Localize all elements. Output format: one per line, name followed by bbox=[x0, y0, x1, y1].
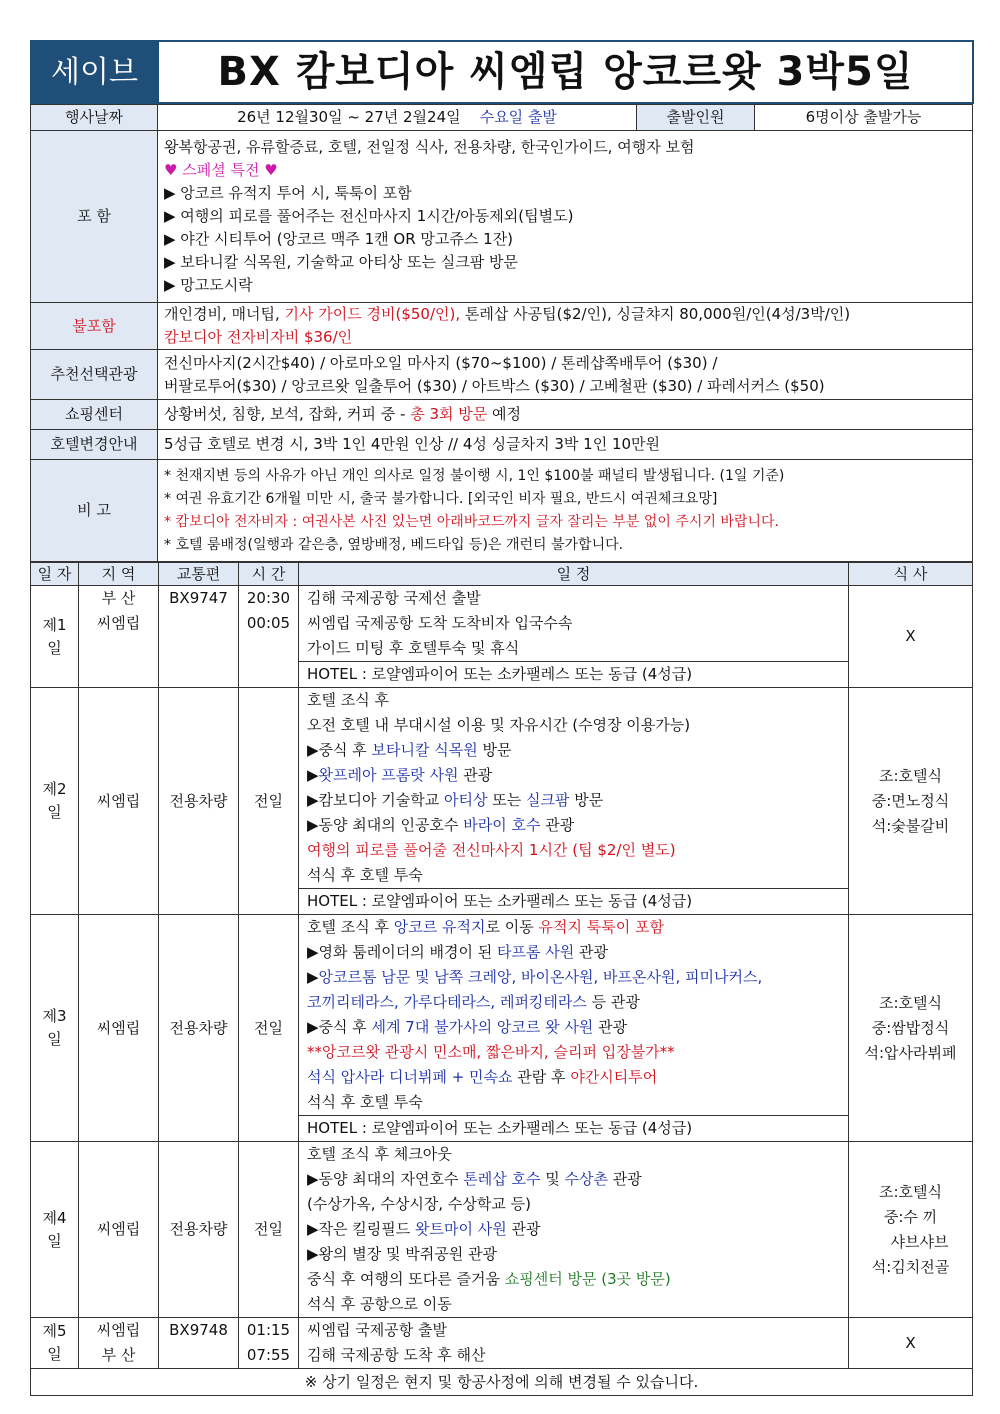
region: 씨엠립 bbox=[79, 915, 159, 1142]
shopping-label: 쇼핑센터 bbox=[31, 400, 158, 430]
brand-logo: 세이브 bbox=[31, 41, 158, 103]
optional-tour-label: 추천선택관광 bbox=[31, 350, 158, 400]
people-value: 6명이상 출발가능 bbox=[755, 105, 973, 131]
hotel-change-label: 호텔변경안내 bbox=[31, 430, 158, 460]
day-row-1 bbox=[31, 586, 973, 688]
col-meal: 식 사 bbox=[849, 563, 973, 586]
col-region: 지 역 bbox=[79, 563, 159, 586]
people-label: 출발인원 bbox=[637, 105, 755, 131]
include-list: 왕복항공권, 유류할증료, 호텔, 전일정 식사, 전용차량, 한국인가이드, 여행자 보험 ♥ 스페셜 특전 ♥ ▶ 앙코르 유적지 투어 시, 툭툭이 포함 ▶ 여행의 피로를 풀어주는 전신마사지 1시간/아동제외(팁별도) ▶ 야간 시티투어 (앙코르 맥주 1캔 OR 망고쥬스 1잔) ▶ 보타니칼 식목원, 기술학교 아티상 또는 실크팜 방문 ▶ 망고도시락 bbox=[158, 131, 973, 303]
header-table bbox=[30, 40, 974, 104]
region: 씨엠립 bbox=[79, 1142, 159, 1318]
hotel-info: HOTEL : 로얄엠파이어 또는 소카팰레스 또는 동급 (4성급) bbox=[299, 1115, 848, 1141]
transport: BX9747 bbox=[159, 586, 239, 688]
meal: X bbox=[849, 1318, 973, 1369]
day-row-3 bbox=[31, 915, 973, 1142]
itinerary: 씨엠립 국제공항 출발 김해 국제공항 도착 후 해산 bbox=[299, 1318, 849, 1369]
time: 01:15 07:55 bbox=[239, 1318, 299, 1369]
meal: X bbox=[849, 586, 973, 688]
day-label: 제5일 bbox=[31, 1318, 79, 1369]
hotel-info: HOTEL : 로얄엠파이어 또는 소카팰레스 또는 동급 (4성급) bbox=[299, 661, 848, 687]
col-time: 시 간 bbox=[239, 563, 299, 586]
exclude-text: 개인경비, 매너팁, 기사 가이드 경비($50/인), 톤레삽 사공팁($2/인), 싱글챠지 80,000원/인(4성/3박/인) 캄보디아 전자비자비 $36/인 bbox=[158, 303, 973, 350]
include-label: 포 함 bbox=[31, 131, 158, 303]
meal: 조:호텔식 중:수 끼 샤브샤브 석:김치전골 bbox=[849, 1142, 973, 1318]
notes-label: 비 고 bbox=[31, 460, 158, 562]
time: 전일 bbox=[239, 1142, 299, 1318]
col-day: 일 자 bbox=[31, 563, 79, 586]
day-row-5 bbox=[31, 1318, 973, 1369]
transport: BX9748 bbox=[159, 1318, 239, 1369]
day-label: 제2일 bbox=[31, 688, 79, 915]
col-transport: 교통편 bbox=[159, 563, 239, 586]
day-label: 제3일 bbox=[31, 915, 79, 1142]
transport: 전용차량 bbox=[159, 1142, 239, 1318]
date-label: 행사날짜 bbox=[31, 105, 158, 131]
time: 20:30 00:05 bbox=[239, 586, 299, 688]
special-benefit-title: ♥ 스페셜 특전 ♥ bbox=[164, 161, 278, 179]
itinerary: 호텔 조식 후 체크아웃 ▶동양 최대의 자연호수 톤레삽 호수 및 수상촌 관광 (수상가옥, 수상시장, 수상학교 등) ▶작은 킬링필드 왓트마이 사원 관광 ▶왕의 별장 및 박쥐공원 관광 중식 후 여행의 또다른 즐거움 쇼핑센터 방문 (3곳 방문) 석식 후 공항으로 이동 bbox=[299, 1142, 849, 1318]
meal: 조:호텔식 중:면노정식 석:숯불갈비 bbox=[849, 688, 973, 915]
region: 부 산 씨엠립 bbox=[79, 586, 159, 688]
region: 씨엠립 부 산 bbox=[79, 1318, 159, 1369]
time: 전일 bbox=[239, 688, 299, 915]
transport: 전용차량 bbox=[159, 915, 239, 1142]
itinerary: 김해 국제공항 국제선 출발 씨엠립 국제공항 도착 도착비자 입국수속 가이드 미팅 후 호텔투숙 및 휴식 HOTEL : 로얄엠파이어 또는 소카팰레스 또는 동급 (4성급) bbox=[299, 586, 849, 688]
optional-tour-text: 전신마사지(2시간$40) / 아로마오일 마사지 ($70~$100) / 톤레샵쪽배투어 ($30) / 버팔로투어($30) / 앙코르왓 일출투어 ($30) / 아트박스 ($30) / 고베철판 ($30) / 파레서커스 ($50) bbox=[158, 350, 973, 400]
hotel-info: HOTEL : 로얄엠파이어 또는 소카팰레스 또는 동급 (4성급) bbox=[299, 888, 848, 914]
day-label: 제4일 bbox=[31, 1142, 79, 1318]
meal: 조:호텔식 중:쌈밥정식 석:압사라뷔페 bbox=[849, 915, 973, 1142]
date-value: 26년 12월30일 ~ 27년 2월24일 수요일 출발 bbox=[158, 105, 637, 131]
region: 씨엠립 bbox=[79, 688, 159, 915]
itinerary: 호텔 조식 후 오전 호텔 내 부대시설 이용 및 자유시간 (수영장 이용가능) ▶중식 후 보타니칼 식목원 방문 ▶왓프레아 프롬랏 사원 관광 ▶캄보디아 기술학교 아티상 또는 실크팜 방문 ▶동양 최대의 인공호수 바라이 호수 관광 여행의 피로를 풀어줄 전신마사지 1시간 (팁 $2/인 별도) 석식 후 호텔 투숙 HOTEL : 로얄엠파이어 또는 소카팰레스 또는 동급 (4성급) bbox=[299, 688, 849, 915]
info-table bbox=[30, 104, 973, 562]
itinerary: 호텔 조식 후 앙코르 유적지로 이동 유적지 툭툭이 포함 ▶영화 툼레이더의 배경이 된 타프롬 사원 관광 ▶앙코르톰 남문 및 남쪽 크레앙, 바이온사원, 바프온사원, 피미나커스, 코끼리테라스, 가루다테라스, 레퍼킹테라스 등 관광 ▶중식 후 세계 7대 불가사의 앙코르 왓 사원 관광 **앙코르왓 관광시 민소매, 짧은바지, 슬리퍼 입장불가** 석식 압사라 디너뷔페 + 민속쇼 관람 후 야간시티투어 석식 후 호텔 투숙 HOTEL : 로얄엠파이어 또는 소카팰레스 또는 동급 (4성급) bbox=[299, 915, 849, 1142]
time: 전일 bbox=[239, 915, 299, 1142]
day-row-2 bbox=[31, 688, 973, 915]
departure-day: 수요일 출발 bbox=[479, 108, 557, 126]
itinerary-document bbox=[30, 40, 972, 1396]
hotel-change-text: 5성급 호텔로 변경 시, 3박 1인 4만원 인상 // 4성 싱글차지 3박 1인 10만원 bbox=[158, 430, 973, 460]
page-title: BX 캄보디아 씨엠립 앙코르왓 3박5일 bbox=[158, 41, 973, 103]
notes-list: * 천재지변 등의 사유가 아닌 개인 의사로 일정 불이행 시, 1인 $100불 패널티 발생됩니다. (1일 기준) * 여권 유효기간 6개월 미만 시, 출국 불가합니다. [외국인 비자 필요, 반드시 여권체크요망] * 캄보디아 전자비자 : 여권사본 사진 있는면 아래바코드까지 글자 잘리는 부분 없이 주시기 바랍니다. * 호텔 룸배정(일행과 같은층, 옆방배정, 베드타입 등)은 개런티 불가합니다. bbox=[158, 460, 973, 562]
schedule-header-row bbox=[31, 563, 973, 586]
day-row-4 bbox=[31, 1142, 973, 1318]
shopping-text: 상황버섯, 침향, 보석, 잡화, 커피 중 - 총 3회 방문 예정 bbox=[158, 400, 973, 430]
col-itinerary: 일 정 bbox=[299, 563, 849, 586]
exclude-label: 불포함 bbox=[31, 303, 158, 350]
transport: 전용차량 bbox=[159, 688, 239, 915]
day-label: 제1일 bbox=[31, 586, 79, 688]
footer-note: ※ 상기 일정은 현지 및 항공사정에 의해 변경될 수 있습니다. bbox=[31, 1369, 973, 1396]
schedule-table bbox=[30, 562, 973, 1396]
